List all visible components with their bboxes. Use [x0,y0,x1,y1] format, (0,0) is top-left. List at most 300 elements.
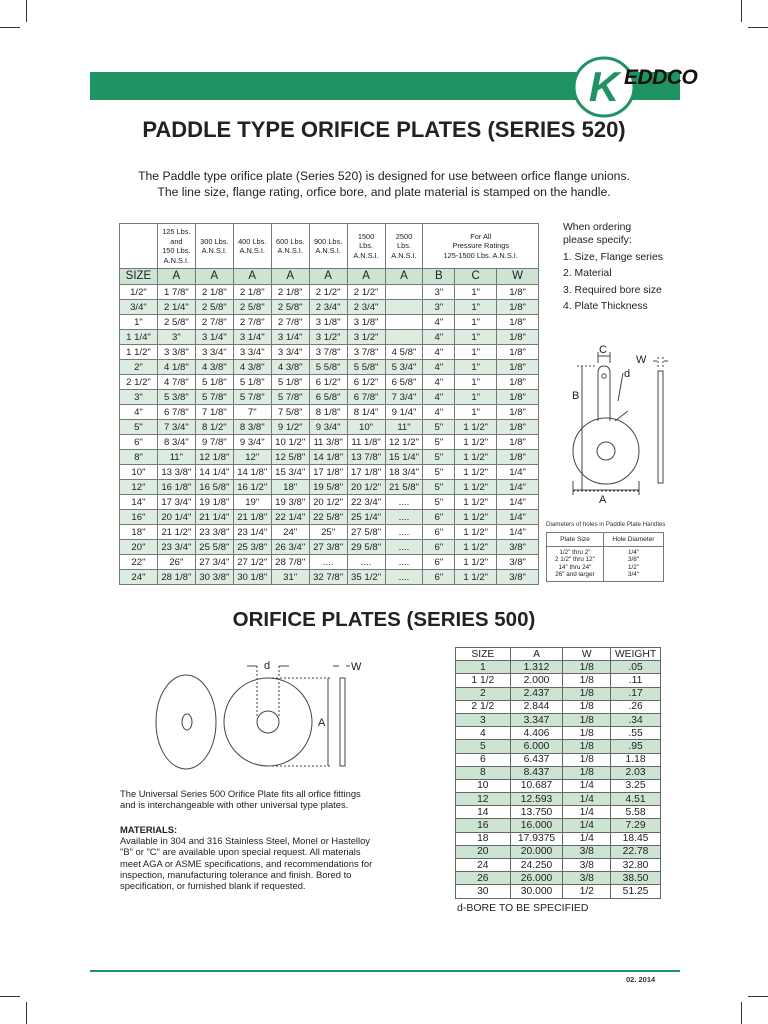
ordering-info [563,221,663,317]
table-cell: 4" [423,360,455,375]
table-cell: 5 5/8" [309,360,347,375]
paddle-plate-diagram [562,343,678,515]
crop-mark [748,996,768,997]
table-cell [385,300,423,315]
series-500-table [455,647,661,899]
table-row [456,832,661,845]
table-cell: 4" [423,405,455,420]
intro-line: The line size, flange rating, orfice bore, and plate material is stamped on the handle. [157,185,611,199]
table-cell: 2 5/8" [195,300,233,315]
plate-front-view [224,678,312,766]
table-cell: 13 3/8" [157,465,195,480]
table-cell: 2 5/8" [271,300,309,315]
table-cell: 4" [423,375,455,390]
table-cell: 14 1/4" [195,465,233,480]
table-row [120,360,539,375]
table-cell: 20" [120,540,158,555]
table-cell: 3 [456,713,511,726]
table-cell: 27 1/2" [233,555,271,570]
table-cell: 6 5/8" [309,390,347,405]
table-cell: 23 1/4" [233,525,271,540]
hole-diameter-table [546,532,664,582]
column-header: A [157,269,195,285]
table-cell: 4 3/8" [195,360,233,375]
table-cell: 3/8" [497,570,539,585]
table-row [120,465,539,480]
table-cell: 3 1/4" [233,330,271,345]
table-cell: 5 5/8" [347,360,385,375]
table-cell: .17 [611,687,661,700]
table-cell: 1/8 [563,687,611,700]
table-cell: 20.000 [510,845,563,858]
table-cell: 1/4" [497,465,539,480]
table-cell: 18 [456,832,511,845]
table-cell: 1/8 [563,661,611,674]
orifice-plates-diagram [150,656,370,776]
table-cell: 1" [455,345,497,360]
table-cell: 1/8" [497,285,539,300]
table-cell: 21 1/2" [157,525,195,540]
column-header: A [309,269,347,285]
table-cell: 1/8 [563,713,611,726]
table-cell: 1/8" [497,390,539,405]
table-cell: 20 1/2" [347,480,385,495]
table-row [120,315,539,330]
table-cell: 1/4" [497,495,539,510]
table-cell: 28 1/8" [157,570,195,585]
table-cell: 5" [423,495,455,510]
table-row [120,390,539,405]
table-cell: 1 1/2" [455,450,497,465]
ordering-heading: When ordering please specify: [563,222,632,246]
table-cell: 1 1/2" [455,495,497,510]
table-cell: 2 7/8" [271,315,309,330]
table-cell: 8 [456,766,511,779]
table-cell: 1 1/2" [455,540,497,555]
table-cell: 1/4 [563,819,611,832]
dim-label-d: d [624,368,631,380]
header-row [456,648,661,661]
table-cell: 9 1/2" [271,420,309,435]
table-cell: 3 3/4" [195,345,233,360]
table-row [456,819,661,832]
table-cell [385,330,423,345]
table-cell: 12" [233,450,271,465]
column-header: SIZE [120,269,158,285]
table-cell: 2 1/2 [456,700,511,713]
ordering-item: 2. Material [563,268,612,280]
table-cell: 15 1/4" [385,450,423,465]
table-row [120,525,539,540]
table-cell: 9 1/4" [385,405,423,420]
table-row [456,674,661,687]
rating-header-cell: For All Pressure Ratings 125-1500 Lbs. A.N.S.I. [423,224,539,269]
dim-label-c: C [599,344,607,356]
table-cell: 7" [233,405,271,420]
table-cell: .95 [611,740,661,753]
intro-text [0,168,768,200]
table-cell: 3" [423,300,455,315]
table-cell: 1/8" [497,315,539,330]
table-cell: 1/4 [563,832,611,845]
table-cell: 2 5/8" [157,315,195,330]
table-cell: 2.000 [510,674,563,687]
plate-bore-hole [257,711,279,733]
materials-text: Available in 304 and 316 Stainless Steel, Monel or Hastelloy "B" or "C" are available upon special request. All materials meet AGA or ASME specifications, and recommendations for inspection, manufacturing tolerance and finish. Bored to specification, or furnished blank if requested. [120,835,373,892]
table-cell: 8 3/8" [233,420,271,435]
table-cell: 32 7/8" [309,570,347,585]
column-header: SIZE [456,648,511,661]
rating-header-cell: 1500 Lbs. A.N.S.I. [347,224,385,269]
bore-note: d-BORE TO BE SPECIFIED [457,902,589,914]
table-cell: 1/8 [563,766,611,779]
table-cell: 1 [456,661,511,674]
table-cell: 1/8 [563,740,611,753]
table-cell: 1 1/4" [120,330,158,345]
table-cell: 5 7/8" [195,390,233,405]
footer-rule [90,970,680,972]
table-cell: 4.406 [510,727,563,740]
table-cell: 26 [456,872,511,885]
table-cell: 22 5/8" [309,510,347,525]
table-cell: 4" [120,405,158,420]
table-cell: 1.18 [611,753,661,766]
table-cell: 15 3/4" [271,465,309,480]
table-cell: .... [385,540,423,555]
table-cell: 1/4" [497,480,539,495]
table-cell: 7 1/8" [195,405,233,420]
table-cell: 6 [456,753,511,766]
table-cell: 27 5/8" [347,525,385,540]
table-cell: 21 1/8" [233,510,271,525]
table-cell: 12 5/8" [271,450,309,465]
table-cell: 5.58 [611,806,661,819]
rating-header-cell: 900 Lbs. A.N.S.I. [309,224,347,269]
table-cell: 2 1/8" [233,285,271,300]
table-cell: 51.25 [611,885,661,898]
column-header: A [510,648,563,661]
table-cell: 2.844 [510,700,563,713]
table-cell: 14 1/8" [309,450,347,465]
table-cell: 25 1/4" [347,510,385,525]
table-cell: 8.437 [510,766,563,779]
table-cell: 9 3/4" [309,420,347,435]
table-cell: 9 3/4" [233,435,271,450]
table-cell: 1/8" [497,405,539,420]
table-cell: 5 1/8" [195,375,233,390]
table-cell: 6 1/2" [309,375,347,390]
table-cell: 19" [233,495,271,510]
table-cell: 6.000 [510,740,563,753]
table-row [120,540,539,555]
table-cell [385,315,423,330]
column-header: W [497,269,539,285]
table-cell: 27 3/4" [195,555,233,570]
table-cell: 7 3/4" [385,390,423,405]
table-cell: 10.687 [510,779,563,792]
table-cell: 5 3/4" [385,360,423,375]
table-cell: 1 1/2" [455,525,497,540]
table-cell: 5" [423,450,455,465]
table-cell [385,285,423,300]
table-row [120,450,539,465]
table-cell: .... [385,495,423,510]
column-header: A [385,269,423,285]
table-cell: 17 1/8" [309,465,347,480]
table-cell: 3 3/4" [271,345,309,360]
table-row [456,740,661,753]
table-cell: .... [347,555,385,570]
table-cell: .55 [611,727,661,740]
page-title-series-500: ORIFICE PLATES (SERIES 500) [232,608,536,631]
table-cell: 12 1/2" [385,435,423,450]
table-cell: 2 3/4" [347,300,385,315]
table-cell: 7.29 [611,819,661,832]
table-cell: 1/8" [497,375,539,390]
table-cell: 19 1/8" [195,495,233,510]
table-cell: 3 1/2" [347,330,385,345]
table-cell: 26 3/4" [271,540,309,555]
table-cell: 4" [423,390,455,405]
table-cell: 1 1/2" [120,345,158,360]
table-cell: 1/2 [563,885,611,898]
table-cell: 11" [157,450,195,465]
plate-perspective-view [156,675,216,769]
table-cell: .11 [611,674,661,687]
table-cell: 3.347 [510,713,563,726]
table-cell: 27 3/8" [309,540,347,555]
publication-date: 02. 2014 [626,975,656,984]
svg-text:K: K [588,63,620,110]
table-cell: 3" [423,285,455,300]
column-header: Plate Size [547,533,604,547]
table-cell: 30.000 [510,885,563,898]
table-cell: 13.750 [510,806,563,819]
table-row [456,753,661,766]
table-row [456,779,661,792]
table-cell: 3 7/8" [347,345,385,360]
table-cell: 22.78 [611,845,661,858]
table-cell: .... [309,555,347,570]
crop-mark [748,27,768,28]
crop-mark [0,27,20,28]
materials-section [120,824,375,891]
table-cell: 1 1/2" [455,555,497,570]
table-cell: 4.51 [611,793,661,806]
table-cell: 10 1/2" [271,435,309,450]
table-cell: 1/4" [497,525,539,540]
table-cell: 29 5/8" [347,540,385,555]
table-cell: 2 1/4" [157,300,195,315]
table-cell: 1/8 [563,700,611,713]
table-cell: 25 3/8" [233,540,271,555]
table-cell: 3" [157,330,195,345]
table-row [456,859,661,872]
table-cell: 6" [423,555,455,570]
table-cell: 31" [271,570,309,585]
table-cell: 3 1/8" [309,315,347,330]
table-cell: 3/8" [497,540,539,555]
table-cell: 5" [423,465,455,480]
table-cell: 2 3/4" [309,300,347,315]
table-row [120,435,539,450]
table-cell: 1 1/2" [455,435,497,450]
rating-header-cell [120,224,158,269]
table-cell: 1" [455,315,497,330]
table-cell: 4 [456,727,511,740]
table-cell: .... [385,570,423,585]
table-cell: 1 7/8" [157,285,195,300]
table-cell: 2 1/8" [195,285,233,300]
table-cell: 18" [120,525,158,540]
table-cell: 25" [309,525,347,540]
table-cell: 11" [385,420,423,435]
table-cell: 6 5/8" [385,375,423,390]
column-header: A [233,269,271,285]
table-cell: 1 1/2" [455,510,497,525]
table-cell: 1/8 [563,674,611,687]
table-cell: 19 5/8" [309,480,347,495]
table-cell: 3 3/4" [233,345,271,360]
table-cell: 24" [120,570,158,585]
table-row [456,727,661,740]
table-cell: .... [385,510,423,525]
table-row [456,766,661,779]
table-cell: 23 3/4" [157,540,195,555]
rating-header-cell: 600 Lbs. A.N.S.I. [271,224,309,269]
table-row [120,285,539,300]
table-cell: 6 7/8" [157,405,195,420]
table-cell: 16 1/2" [233,480,271,495]
table-cell: 5 1/8" [271,375,309,390]
dim-label-w: W [636,354,647,366]
table-cell: 2 7/8" [195,315,233,330]
table-cell: 1/8" [497,450,539,465]
table-cell: 24 [456,859,511,872]
crop-mark [741,1002,742,1024]
dim-label-b: B [572,390,580,402]
crop-mark [26,1002,27,1024]
table-cell: 2 1/8" [271,285,309,300]
column-header: C [455,269,497,285]
table-cell: 16" [120,510,158,525]
table-cell: 30 [456,885,511,898]
table-cell: 4 7/8" [157,375,195,390]
table-cell: .05 [611,661,661,674]
table-cell: 22" [120,555,158,570]
table-cell: 6" [120,435,158,450]
table-cell: 22 1/4" [271,510,309,525]
table-cell: .... [385,555,423,570]
table-cell: 3/4" [120,300,158,315]
table-cell: 1 1/2" [455,570,497,585]
series-500-description: The Universal Series 500 Orifice Plate fits all orfice fittings and is interchangeable with other universal type plates. [120,788,361,811]
hole-table-caption: Diameters of holes in Paddle Plate Handles [546,521,666,528]
table-cell: 5 7/8" [233,390,271,405]
materials-heading: MATERIALS: [120,824,178,835]
paddle-edge-view [658,371,663,483]
table-cell: 4 1/8" [157,360,195,375]
table-cell: 5 3/8" [157,390,195,405]
table-cell: 4" [423,315,455,330]
table-cell: 19 3/8" [271,495,309,510]
table-cell: 11 1/8" [347,435,385,450]
table-row [120,495,539,510]
ordering-item: 1. Size, Flange series [563,252,663,263]
dim-label-a: A [599,494,607,506]
table-cell: 1/8" [497,420,539,435]
table-cell: 7 5/8" [271,405,309,420]
table-row [456,793,661,806]
table-cell: 10 [456,779,511,792]
table-cell: 12" [120,480,158,495]
table-cell: 1/4" [497,510,539,525]
table-cell: 17.9375 [510,832,563,845]
crop-mark [0,996,20,997]
table-cell: 14 [456,806,511,819]
table-cell: 11 3/8" [309,435,347,450]
table-cell: 3 1/8" [347,315,385,330]
column-header: Hole Diameter [603,533,663,547]
table-cell: 23 3/8" [195,525,233,540]
table-row [120,330,539,345]
table-row [120,510,539,525]
table-cell: 2 1/2" [120,375,158,390]
table-cell: 6" [423,570,455,585]
column-header: A [347,269,385,285]
table-cell: 1/4 [563,793,611,806]
column-header: W [563,648,611,661]
table-cell: .... [385,525,423,540]
rating-header-cell: 125 Lbs. and 150 Lbs. A.N.S.I. [157,224,195,269]
table-row [456,713,661,726]
table-cell: 4" [423,345,455,360]
table-cell: 21 1/4" [195,510,233,525]
table-cell: 4 3/8" [271,360,309,375]
table-cell: 1 1/2" [455,465,497,480]
table-cell: 26" [157,555,195,570]
table-cell: 24" [271,525,309,540]
table-cell: 6" [423,525,455,540]
table-cell: 6 1/2" [347,375,385,390]
table-cell: 5 7/8" [271,390,309,405]
table-cell: .34 [611,713,661,726]
table-cell: 2 1/2" [347,285,385,300]
table-row [456,687,661,700]
table-cell: 2.03 [611,766,661,779]
table-cell: 8" [120,450,158,465]
table-cell: 3/8" [497,555,539,570]
logo-text: EDDCO [624,66,698,89]
column-header: B [423,269,455,285]
table-cell: 8 1/4" [347,405,385,420]
series-520-table [119,223,539,585]
table-cell: 1/8" [497,435,539,450]
plate-size-cell: 1/2" thru 2" 2 1/2" thru 12" 14" thru 24" 26" and larger [547,547,604,582]
table-row [120,555,539,570]
table-cell: 8 1/2" [195,420,233,435]
table-cell: 32.80 [611,859,661,872]
table-cell: 1" [455,330,497,345]
rating-header-cell: 300 Lbs. A.N.S.I. [195,224,233,269]
table-cell: 6 7/8" [347,390,385,405]
dim-label-a: A [318,717,326,729]
table-cell: 17 3/4" [157,495,195,510]
table-cell: 3 1/4" [195,330,233,345]
table-cell: 4" [423,330,455,345]
table-cell: 3 1/4" [271,330,309,345]
table-row [120,375,539,390]
